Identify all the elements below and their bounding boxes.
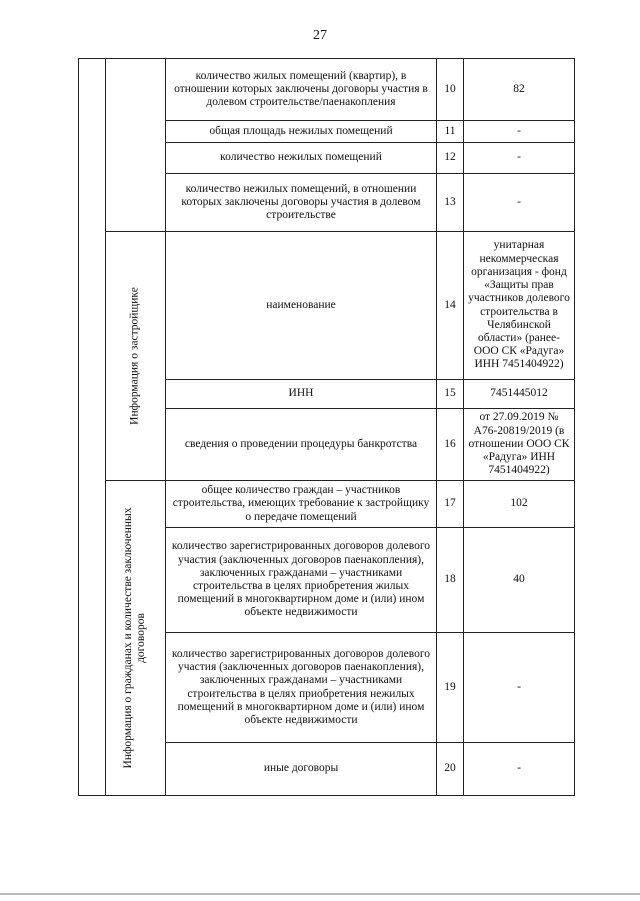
- page-number: 27: [313, 28, 327, 43]
- row-number: 17: [436, 480, 464, 528]
- row-label: ИНН: [165, 379, 437, 409]
- row-value: -: [463, 142, 575, 174]
- row-value: 102: [463, 480, 575, 528]
- row-number: 11: [436, 120, 464, 143]
- row-label: количество нежилых помещений: [165, 142, 437, 174]
- row-value: 7451445012: [463, 379, 575, 409]
- page-bottom-edge: [0, 893, 640, 895]
- row-value: -: [463, 632, 575, 743]
- section-cell-previous: [105, 58, 166, 232]
- row-value: унитарная некоммерческая организация - фонд «Защиты прав участников долевого строительства в Челябинской области» (ранее-ООО СК «Радуга» ИНН 7451404922): [463, 231, 575, 380]
- table-left-margin-column: [78, 58, 106, 796]
- row-number: 15: [436, 379, 464, 409]
- row-value: -: [463, 173, 575, 232]
- row-label: наименование: [165, 231, 437, 380]
- row-number: 14: [436, 231, 464, 380]
- row-label: количество зарегистрированных договоров долевого участия (заключенных договоров паенакопления), заключенных гражданами – участниками строительства в целях приобретения нежилых помещений в многоквартирном доме и (или) ином объекте недвижимости: [165, 632, 437, 743]
- row-number: 18: [436, 527, 464, 633]
- row-label: количество зарегистрированных договоров долевого участия (заключенных договоров паенакопления), заключенных гражданами – участниками строительства в целях приобретения жилых помещений в многоквартирном доме и (или) ином объекте недвижимости: [165, 527, 437, 633]
- row-value: 40: [463, 527, 575, 633]
- row-label: количество жилых помещений (квартир), в отношении которых заключены договоры участия в долевом строительстве/паенакопления: [165, 58, 437, 121]
- row-label: количество нежилых помещений, в отношении которых заключены договоры участия в долевом строительстве: [165, 173, 437, 232]
- data-table: Информация о застройщике Информация о гражданах и количестве заключенных договоров количество жилых помещений (квартир), в отношении которых заключены договоры участия в долевом строительстве/паенакопления 10 82 общая площадь нежилых помещений 11 - количество нежилых помещений 12 - количество нежилых помещений, в отношении которых заключены договоры участия в долевом строительстве 13 - наименование 14 унитарная некоммерческая организация - фонд «Защиты прав участников долевого строительства в Челябинской области» (ранее-ООО СК «Радуга» ИНН 7451404922) ИНН 15 7451445012 сведения о проведении процедуры банкротства 16 от 27.09.2019 № А76-20819/2019 (в отношении ООО СК «Радуга» ИНН 7451404922) общее количество граждан – участников строительства, имеющих требование к застройщику о передаче помещений 17 102 количество зарегистрированных договоров долевого участия (заключенных договоров паенакопления), заключенных гражданами – участниками строительства в целях приобретения жилых помещений в многоквартирном доме и (или) ином объекте недвижимости 18 40 количество зарегистрированных договоров долевого участия (заключенных договоров паенакопления), заключенных гражданами – участниками строительства в целях приобретения нежилых помещений в многоквартирном доме и (или) ином объекте недвижимости 19 - иные договоры 20 -: [78, 58, 575, 796]
- row-number: 19: [436, 632, 464, 743]
- row-number: 12: [436, 142, 464, 174]
- row-value: -: [463, 120, 575, 143]
- row-label: иные договоры: [165, 742, 437, 796]
- row-number: 10: [436, 58, 464, 121]
- row-value: от 27.09.2019 № А76-20819/2019 (в отношении ООО СК «Радуга» ИНН 7451404922): [463, 408, 575, 481]
- row-number: 20: [436, 742, 464, 796]
- row-label: общее количество граждан – участников строительства, имеющих требование к застройщику о передаче помещений: [165, 480, 437, 528]
- row-number: 16: [436, 408, 464, 481]
- row-value: -: [463, 742, 575, 796]
- row-label: общая площадь нежилых помещений: [165, 120, 437, 143]
- row-value: 82: [463, 58, 575, 121]
- row-number: 13: [436, 173, 464, 232]
- row-label: сведения о проведении процедуры банкротства: [165, 408, 437, 481]
